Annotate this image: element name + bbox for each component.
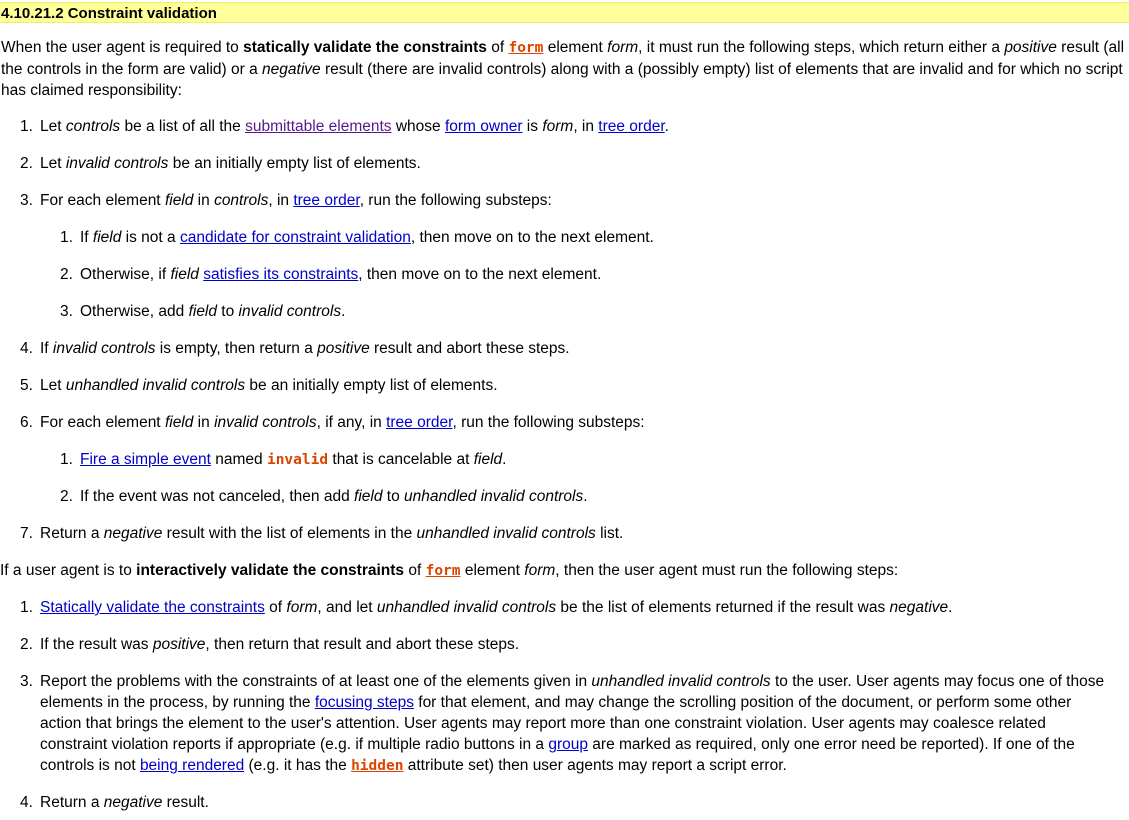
link-tree-order[interactable]: tree order — [598, 118, 665, 135]
static-step-4: 4. If invalid controls is empty, then return a positive result and abort these steps. — [20, 340, 570, 357]
intro-paragraph: When the user agent is required to statically validate the constraints of form element form, it must run the following steps, which return either a positive result (all the controls in the form are valid) or a negative result (there are invalid controls) along with a (possibly empty) list of elements that are invalid and for which no script has claimed responsibility: — [1, 39, 1125, 99]
static-step-7: 7. Return a negative result with the list of elements in the unhandled invalid controls list. — [20, 525, 624, 542]
link-focusing-steps[interactable]: focusing steps — [314, 694, 414, 711]
section-heading: 4.10.21.2 Constraint validation — [0, 2, 1129, 23]
static-substep-6-1: 1. Fire a simple event named invalid that is cancelable at field. — [60, 451, 507, 468]
form-element-link[interactable]: form — [425, 563, 461, 579]
link-hidden-attribute[interactable]: hidden — [351, 758, 404, 774]
form-element-link[interactable]: form — [508, 40, 544, 56]
interactive-step-2: 2. If the result was positive, then return that result and abort these steps. — [20, 636, 520, 653]
static-step-2: 2. Let invalid controls be an initially empty list of elements. — [20, 155, 421, 172]
interactive-paragraph: If a user agent is to interactively validate the constraints of form element form, then the user agent must run the following steps: — [0, 562, 899, 579]
link-being-rendered[interactable]: being rendered — [139, 757, 245, 774]
static-step-6: 6. For each element field in invalid controls, if any, in tree order, run the following substeps: — [20, 414, 645, 431]
interactive-step-4: 4. Return a negative result. — [20, 794, 209, 811]
link-form-owner[interactable]: form owner — [444, 118, 523, 135]
link-tree-order[interactable]: tree order — [293, 192, 360, 209]
link-candidate-constraint-validation[interactable]: candidate for constraint validation — [179, 229, 411, 246]
interactive-step-1: 1. Statically validate the constraints of form, and let unhandled invalid controls be the list of elements returned if the result was negative. — [20, 599, 953, 616]
interactive-step-3: 3. Report the problems with the constraints of at least one of the elements given in unhandled invalid controls to the user. User agents may focus one of those elements in the process, by running the focusing steps for that element, and may change the scrolling position of the document, or perform some other action that brings the element to the user's attention. User agents may report more than one constraint violation. User agents may coalesce related constraint violation reports if appropriate (e.g. if multiple radio buttons in a group are marked as required, only one error need be reported). If one of the controls is not being rendered (e.g. it has the hidden attribute set) then user agents may report a script error. — [20, 673, 1105, 774]
term-statically-validate: statically validate the constraints — [243, 39, 487, 56]
link-satisfies-constraints[interactable]: satisfies its constraints — [203, 266, 359, 283]
link-tree-order[interactable]: tree order — [386, 414, 453, 431]
static-substep-3-1: 1. If field is not a candidate for constraint validation, then move on to the next element. — [60, 229, 654, 246]
link-submittable-elements[interactable]: submittable elements — [245, 118, 392, 135]
static-step-3: 3. For each element field in controls, in tree order, run the following substeps: — [20, 192, 552, 209]
static-substep-6-2: 2. If the event was not canceled, then add field to unhandled invalid controls. — [60, 488, 588, 505]
code-invalid: invalid — [266, 452, 329, 468]
link-statically-validate[interactable]: Statically validate the constraints — [40, 599, 265, 616]
term-interactively-validate: interactively validate the constraints — [136, 562, 405, 579]
static-step-1: 1. Let controls be a list of all the submittable elements whose form owner is form, in tree order. — [20, 118, 669, 135]
static-substep-3-2: 2. Otherwise, if field satisfies its constraints, then move on to the next element. — [60, 266, 602, 283]
link-fire-simple-event[interactable]: Fire a simple event — [80, 451, 211, 468]
static-step-5: 5. Let unhandled invalid controls be an initially empty list of elements. — [20, 377, 498, 394]
link-group[interactable]: group — [548, 736, 588, 753]
static-substep-3-3: 3. Otherwise, add field to invalid controls. — [60, 303, 346, 320]
